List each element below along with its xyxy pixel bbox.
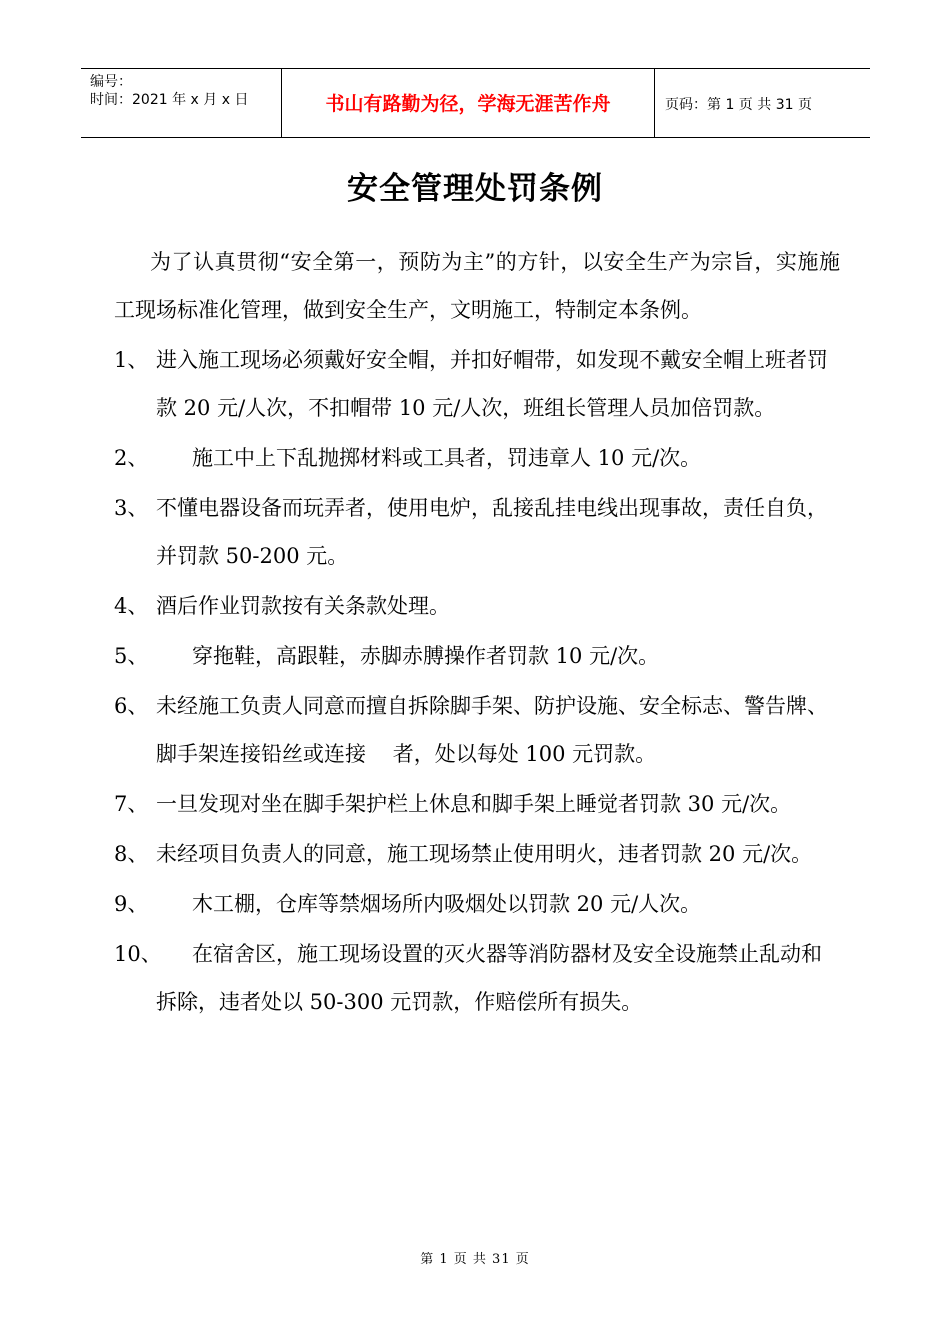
list-item	[114, 632, 840, 680]
item-number: 3、	[114, 496, 149, 520]
item-text: 进入施工现场必须戴好安全帽，并扣好帽带，如发现不戴安全帽上班者罚款 20 元/人次，不扣帽带 10 元/人次，班组长管理人员加倍罚款。	[156, 348, 828, 420]
document-header	[81, 68, 870, 138]
item-number: 9、	[114, 892, 149, 916]
list-item	[114, 682, 840, 778]
list-item	[114, 930, 840, 1026]
document-title: 安全管理处罚条例	[347, 171, 603, 207]
document-body	[114, 238, 840, 1028]
list-item	[114, 780, 840, 828]
item-text: 不懂电器设备而玩弄者，使用电炉，乱接乱挂电线出现事故，责任自负，并罚款 50-200 元。	[156, 496, 828, 568]
header-divider	[654, 69, 655, 137]
item-number: 4、	[114, 594, 149, 618]
header-meta	[90, 73, 248, 109]
header-page-info: 页码：第 1 页 共 31 页	[665, 97, 812, 113]
list-item	[114, 336, 840, 432]
item-number: 10、	[114, 942, 162, 966]
list-item	[114, 434, 840, 482]
item-text: 一旦发现对坐在脚手架护栏上休息和脚手架上睡觉者罚款 30 元/次。	[156, 792, 792, 816]
header-motto: 书山有路勤为径，学海无涯苦作舟	[325, 93, 611, 115]
list-item	[114, 880, 840, 928]
list-item	[114, 582, 840, 630]
item-number: 8、	[114, 842, 149, 866]
item-number: 6、	[114, 694, 149, 718]
intro-paragraph: 为了认真贯彻“安全第一，预防为主”的方针，以安全生产为宗旨，实施施工现场标准化管理，做到安全生产，文明施工，特制定本条例。	[114, 250, 840, 322]
item-number: 2、	[114, 446, 149, 470]
list-item	[114, 830, 840, 878]
serial-number-label: 编号：	[90, 74, 132, 90]
item-text: 未经项目负责人的同意，施工现场禁止使用明火，违者罚款 20 元/次。	[156, 842, 813, 866]
item-text: 在宿舍区，施工现场设置的灭火器等消防器材及安全设施禁止乱动和拆除，违者处以 50-300 元罚款，作赔偿所有损失。	[156, 942, 822, 1014]
item-number: 1、	[114, 348, 149, 372]
item-number: 7、	[114, 792, 149, 816]
item-text: 未经施工负责人同意而擅自拆除脚手架、防护设施、安全标志、警告牌、脚手架连接铅丝或连接 者，处以每处 100 元罚款。	[156, 694, 828, 766]
item-text: 木工棚，仓库等禁烟场所内吸烟处以罚款 20 元/人次。	[192, 892, 702, 916]
date-label: 时间：2021 年 x 月 x 日	[90, 92, 249, 108]
page-footer: 第 1 页 共 31 页	[420, 1252, 530, 1267]
item-text: 酒后作业罚款按有关条款处理。	[156, 594, 450, 618]
item-text: 施工中上下乱抛掷材料或工具者，罚违章人 10 元/次。	[192, 446, 702, 470]
item-number: 5、	[114, 644, 149, 668]
list-item	[114, 484, 840, 580]
item-text: 穿拖鞋，高跟鞋，赤脚赤膊操作者罚款 10 元/次。	[192, 644, 660, 668]
